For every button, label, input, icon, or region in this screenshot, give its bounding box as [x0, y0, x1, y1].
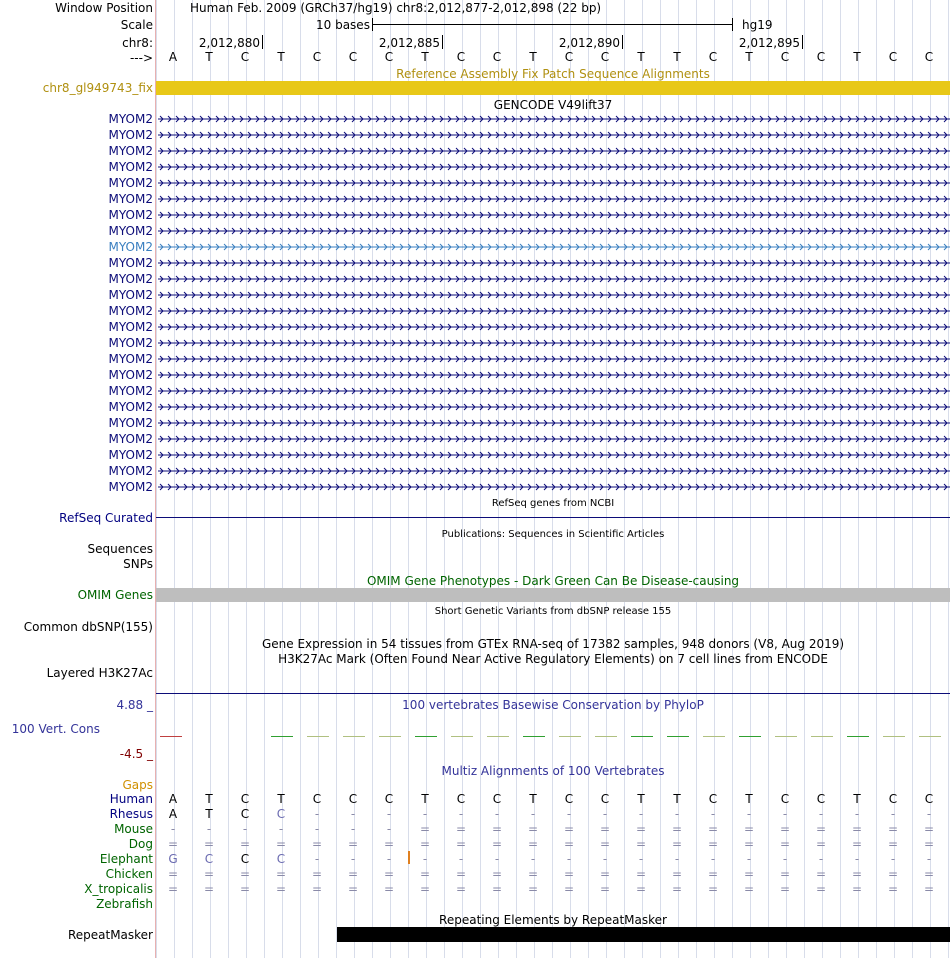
- gencode-gene-label[interactable]: MYOM2: [108, 176, 153, 190]
- ruler-position-label: 2,012,880: [198, 36, 260, 50]
- multiz-base: =: [635, 882, 647, 896]
- gencode-gene-label[interactable]: MYOM2: [108, 320, 153, 334]
- multiz-base: =: [527, 837, 539, 851]
- multiz-base: -: [926, 852, 932, 866]
- multiz-base: =: [887, 837, 899, 851]
- multiz-base: C: [888, 792, 898, 806]
- multiz-base: -: [674, 807, 680, 821]
- multiz-base: -: [530, 807, 536, 821]
- sequence-base: T: [421, 50, 429, 64]
- multiz-base: =: [635, 867, 647, 881]
- sequence-base: C: [492, 50, 502, 64]
- multiz-base: =: [815, 837, 827, 851]
- multiz-base: =: [743, 837, 755, 851]
- phylop-title[interactable]: 100 vertebrates Basewise Conservation by PhyloP: [402, 698, 704, 712]
- phylop-score-mark: [667, 736, 689, 737]
- gencode-gene-label[interactable]: MYOM2: [108, 368, 153, 382]
- h3k27ac-label[interactable]: Layered H3K27Ac: [46, 666, 153, 680]
- multiz-base: -: [422, 807, 428, 821]
- multiz-base: G: [168, 852, 178, 866]
- multiz-base: -: [458, 852, 464, 866]
- ruler-position-label: 2,012,885: [378, 36, 440, 50]
- sequence-base: T: [637, 50, 645, 64]
- multiz-base: -: [422, 852, 428, 866]
- multiz-base: T: [673, 792, 681, 806]
- multiz-base: =: [455, 867, 467, 881]
- phylop-score-mark: [883, 736, 905, 737]
- multiz-base: -: [278, 822, 284, 836]
- multiz-species-label[interactable]: Human: [109, 792, 153, 806]
- multiz-species-label[interactable]: Elephant: [99, 852, 153, 866]
- publications-sequences-label[interactable]: Sequences: [87, 542, 153, 556]
- sequence-base: C: [888, 50, 898, 64]
- multiz-base: T: [529, 792, 537, 806]
- multiz-base: -: [350, 822, 356, 836]
- gencode-gene-label[interactable]: MYOM2: [108, 480, 153, 494]
- multiz-base: T: [745, 792, 753, 806]
- sequence-base: C: [780, 50, 790, 64]
- multiz-base: =: [203, 882, 215, 896]
- multiz-base: =: [887, 867, 899, 881]
- sequence-base: T: [529, 50, 537, 64]
- multiz-base: C: [708, 792, 718, 806]
- phylop-score-mark: [919, 736, 941, 737]
- multiz-base: =: [851, 867, 863, 881]
- multiz-base: =: [527, 882, 539, 896]
- multiz-base: -: [314, 852, 320, 866]
- multiz-base: C: [564, 792, 574, 806]
- multiz-base: =: [563, 822, 575, 836]
- multiz-base: =: [815, 867, 827, 881]
- multiz-base: -: [242, 822, 248, 836]
- multiz-base: -: [386, 822, 392, 836]
- sequence-base: C: [924, 50, 934, 64]
- multiz-base: -: [314, 807, 320, 821]
- gencode-gene-label[interactable]: MYOM2: [108, 160, 153, 174]
- multiz-species-label[interactable]: Rhesus: [109, 807, 153, 821]
- multiz-base: =: [491, 822, 503, 836]
- multiz-base: C: [816, 792, 826, 806]
- multiz-base: -: [710, 852, 716, 866]
- gencode-gene-label[interactable]: MYOM2: [108, 352, 153, 366]
- multiz-base: =: [563, 882, 575, 896]
- phylop-label[interactable]: 100 Vert. Cons: [11, 722, 100, 736]
- multiz-species-label[interactable]: Mouse: [114, 822, 153, 836]
- phylop-score-mark: [811, 736, 833, 737]
- multiz-base: =: [635, 822, 647, 836]
- gencode-gene-label[interactable]: MYOM2: [108, 240, 153, 254]
- multiz-base: =: [851, 837, 863, 851]
- multiz-base: =: [455, 882, 467, 896]
- multiz-base: =: [923, 882, 935, 896]
- multiz-title[interactable]: Multiz Alignments of 100 Vertebrates: [441, 764, 665, 778]
- multiz-base: =: [599, 867, 611, 881]
- sequence-base: T: [745, 50, 753, 64]
- chrom-label: chr8:: [122, 36, 153, 50]
- refseq-label[interactable]: RefSeq Curated: [59, 511, 153, 525]
- repeatmasker-title[interactable]: Repeating Elements by RepeatMasker: [439, 913, 667, 927]
- multiz-base: T: [205, 807, 213, 821]
- sequence-base: C: [564, 50, 574, 64]
- gencode-gene-label[interactable]: MYOM2: [108, 288, 153, 302]
- multiz-base: T: [277, 792, 285, 806]
- multiz-base: =: [203, 837, 215, 851]
- multiz-base: =: [419, 837, 431, 851]
- scale-label: Scale: [120, 18, 153, 32]
- multiz-base: -: [926, 807, 932, 821]
- multiz-base: -: [818, 852, 824, 866]
- multiz-base: =: [851, 822, 863, 836]
- h3k27ac-baseline: [156, 693, 950, 694]
- multiz-base: -: [314, 822, 320, 836]
- phylop-score-mark: [739, 736, 761, 737]
- multiz-base: =: [815, 822, 827, 836]
- multiz-base: C: [492, 792, 502, 806]
- multiz-base: =: [671, 882, 683, 896]
- multiz-base: -: [854, 852, 860, 866]
- multiz-base: -: [818, 807, 824, 821]
- multiz-base: =: [887, 822, 899, 836]
- gencode-gene-label[interactable]: MYOM2: [108, 432, 153, 446]
- gencode-gene-label[interactable]: MYOM2: [108, 304, 153, 318]
- multiz-base: =: [275, 882, 287, 896]
- publications-title[interactable]: Publications: Sequences in Scientific Articles: [441, 529, 665, 540]
- refseq-line[interactable]: [156, 517, 950, 518]
- phylop-score-mark: [487, 736, 509, 737]
- multiz-base: -: [854, 807, 860, 821]
- multiz-base: =: [383, 882, 395, 896]
- multiz-base: -: [350, 807, 356, 821]
- gencode-gene-label[interactable]: MYOM2: [108, 128, 153, 142]
- multiz-base: =: [383, 837, 395, 851]
- multiz-base: =: [563, 867, 575, 881]
- multiz-base: =: [419, 882, 431, 896]
- multiz-base: -: [494, 852, 500, 866]
- dbsnp-label[interactable]: Common dbSNP(155): [23, 620, 153, 634]
- multiz-base: =: [815, 882, 827, 896]
- phylop-score-mark: [631, 736, 653, 737]
- multiz-base: -: [530, 852, 536, 866]
- phylop-score-mark: [559, 736, 581, 737]
- multiz-base: C: [204, 852, 214, 866]
- multiz-base: =: [383, 867, 395, 881]
- multiz-base: -: [386, 807, 392, 821]
- ruler-position-label: 2,012,890: [558, 36, 620, 50]
- multiz-base: =: [923, 867, 935, 881]
- sequence-base: C: [384, 50, 394, 64]
- omim-bar[interactable]: [156, 588, 950, 602]
- multiz-base: -: [458, 807, 464, 821]
- repeatmasker-label[interactable]: RepeatMasker: [67, 928, 153, 942]
- sequence-base: T: [205, 50, 213, 64]
- sequence-base: C: [456, 50, 466, 64]
- multiz-base: A: [168, 792, 178, 806]
- refseq-title[interactable]: RefSeq genes from NCBI: [491, 498, 615, 509]
- multiz-gaps-label[interactable]: Gaps: [122, 778, 153, 792]
- multiz-base: =: [167, 837, 179, 851]
- multiz-base: =: [743, 882, 755, 896]
- multiz-base: =: [239, 882, 251, 896]
- multiz-base: =: [635, 837, 647, 851]
- omim-title[interactable]: OMIM Gene Phenotypes - Dark Green Can Be Disease-causing: [366, 574, 740, 588]
- gencode-gene-label[interactable]: MYOM2: [108, 272, 153, 286]
- gencode-gene-label[interactable]: MYOM2: [108, 416, 153, 430]
- publications-snps-label[interactable]: SNPs: [123, 557, 153, 571]
- h3k27ac-title[interactable]: H3K27Ac Mark (Often Found Near Active Regulatory Elements) on 7 cell lines from ENCODE: [278, 652, 828, 666]
- multiz-base: =: [491, 867, 503, 881]
- multiz-base: C: [276, 807, 286, 821]
- scale-db: hg19: [742, 18, 773, 32]
- multiz-base: T: [853, 792, 861, 806]
- phylop-score-mark: [379, 736, 401, 737]
- multiz-base: =: [599, 837, 611, 851]
- sequence-base: T: [277, 50, 285, 64]
- multiz-base: =: [527, 822, 539, 836]
- multiz-base: =: [491, 882, 503, 896]
- multiz-insertion-mark: [408, 851, 410, 864]
- gencode-title[interactable]: GENCODE V49lift37: [493, 98, 613, 112]
- phylop-score-mark: [307, 736, 329, 737]
- multiz-base: T: [637, 792, 645, 806]
- phylop-score-mark: [271, 736, 293, 737]
- multiz-species-label[interactable]: X_tropicalis: [84, 882, 153, 896]
- multiz-base: =: [671, 837, 683, 851]
- multiz-base: C: [456, 792, 466, 806]
- multiz-base: -: [890, 852, 896, 866]
- multiz-base: =: [671, 822, 683, 836]
- repeatmasker-block[interactable]: [337, 927, 950, 942]
- multiz-base: =: [887, 882, 899, 896]
- phylop-score-mark: [775, 736, 797, 737]
- multiz-species-label[interactable]: Zebrafish: [96, 897, 153, 911]
- multiz-base: =: [491, 837, 503, 851]
- multiz-base: -: [566, 852, 572, 866]
- multiz-base: =: [743, 867, 755, 881]
- multiz-base: =: [671, 867, 683, 881]
- multiz-base: C: [384, 792, 394, 806]
- phylop-score-mark: [703, 736, 725, 737]
- multiz-base: =: [743, 822, 755, 836]
- multiz-base: =: [779, 822, 791, 836]
- sequence-base: T: [853, 50, 861, 64]
- multiz-base: A: [168, 807, 178, 821]
- multiz-base: =: [419, 867, 431, 881]
- sequence-base: A: [168, 50, 178, 64]
- multiz-base: C: [240, 792, 250, 806]
- multiz-base: =: [599, 822, 611, 836]
- multiz-base: -: [386, 852, 392, 866]
- gencode-gene-label[interactable]: MYOM2: [108, 400, 153, 414]
- multiz-base: =: [707, 837, 719, 851]
- phylop-score-mark: [343, 736, 365, 737]
- multiz-base: =: [455, 837, 467, 851]
- multiz-base: =: [347, 867, 359, 881]
- phylop-score-mark: [847, 736, 869, 737]
- multiz-base: =: [275, 837, 287, 851]
- multiz-base: =: [707, 867, 719, 881]
- fix-patch-label[interactable]: chr8_gl949743_fix: [42, 81, 153, 95]
- phylop-score-mark: [523, 736, 545, 737]
- multiz-base: -: [602, 852, 608, 866]
- multiz-base: C: [780, 792, 790, 806]
- multiz-base: =: [311, 867, 323, 881]
- sequence-base: C: [708, 50, 718, 64]
- multiz-base: -: [746, 852, 752, 866]
- multiz-base: -: [566, 807, 572, 821]
- multiz-base: -: [710, 807, 716, 821]
- multiz-base: C: [276, 852, 286, 866]
- multiz-base: =: [167, 882, 179, 896]
- multiz-base: =: [275, 867, 287, 881]
- multiz-base: =: [167, 867, 179, 881]
- gencode-gene-label[interactable]: MYOM2: [108, 464, 153, 478]
- multiz-base: C: [924, 792, 934, 806]
- sequence-base: C: [312, 50, 322, 64]
- multiz-base: =: [851, 882, 863, 896]
- sequence-base: C: [240, 50, 250, 64]
- gencode-gene-label[interactable]: MYOM2: [108, 336, 153, 350]
- multiz-base: =: [239, 867, 251, 881]
- multiz-base: =: [347, 837, 359, 851]
- multiz-base: -: [170, 822, 176, 836]
- multiz-base: -: [746, 807, 752, 821]
- phylop-min-label: -4.5 _: [119, 747, 153, 761]
- multiz-base: -: [674, 852, 680, 866]
- multiz-base: -: [782, 807, 788, 821]
- scale-text: 10 bases: [316, 18, 370, 32]
- fix-patch-title[interactable]: Reference Assembly Fix Patch Sequence Alignments: [396, 67, 710, 81]
- omim-label[interactable]: OMIM Genes: [77, 588, 153, 602]
- gencode-gene-label[interactable]: MYOM2: [108, 144, 153, 158]
- multiz-base: -: [890, 807, 896, 821]
- multiz-base: =: [707, 822, 719, 836]
- phylop-score-mark: [451, 736, 473, 737]
- dbsnp-title[interactable]: Short Genetic Variants from dbSNP release 155: [434, 606, 672, 617]
- sequence-base: C: [600, 50, 610, 64]
- multiz-base: =: [203, 867, 215, 881]
- assembly-position-text: Human Feb. 2009 (GRCh37/hg19) chr8:2,012,877-2,012,898 (22 bp): [190, 1, 602, 15]
- multiz-base: =: [419, 822, 431, 836]
- multiz-base: =: [527, 867, 539, 881]
- multiz-base: -: [602, 807, 608, 821]
- multiz-base: =: [779, 882, 791, 896]
- multiz-base: C: [312, 792, 322, 806]
- multiz-base: -: [494, 807, 500, 821]
- sequence-base: C: [348, 50, 358, 64]
- multiz-base: -: [638, 807, 644, 821]
- multiz-base: T: [205, 792, 213, 806]
- multiz-base: C: [348, 792, 358, 806]
- multiz-base: -: [782, 852, 788, 866]
- multiz-species-label[interactable]: Chicken: [105, 867, 153, 881]
- multiz-base: T: [421, 792, 429, 806]
- multiz-base: =: [311, 882, 323, 896]
- phylop-score-mark: [595, 736, 617, 737]
- sequence-base: C: [816, 50, 826, 64]
- gencode-gene-label[interactable]: MYOM2: [108, 224, 153, 238]
- multiz-base: -: [638, 852, 644, 866]
- strand-label: --->: [129, 51, 153, 65]
- gencode-gene-label[interactable]: MYOM2: [108, 112, 153, 126]
- phylop-score-mark: [160, 736, 182, 737]
- multiz-base: =: [311, 837, 323, 851]
- multiz-base: =: [923, 822, 935, 836]
- multiz-base: -: [206, 822, 212, 836]
- multiz-base: =: [599, 882, 611, 896]
- multiz-species-label[interactable]: Dog: [128, 837, 153, 851]
- gencode-gene-label[interactable]: MYOM2: [108, 256, 153, 270]
- gencode-gene-label[interactable]: MYOM2: [108, 192, 153, 206]
- multiz-base: =: [239, 837, 251, 851]
- gencode-gene-label[interactable]: MYOM2: [108, 208, 153, 222]
- multiz-base: =: [779, 837, 791, 851]
- multiz-base: -: [350, 852, 356, 866]
- multiz-base: C: [240, 807, 250, 821]
- multiz-base: =: [563, 837, 575, 851]
- phylop-score-mark: [415, 736, 437, 737]
- gencode-gene-label[interactable]: MYOM2: [108, 448, 153, 462]
- multiz-base: =: [707, 882, 719, 896]
- window-position-label: Window Position: [55, 1, 153, 15]
- phylop-max-label: 4.88 _: [116, 698, 153, 712]
- multiz-base: C: [240, 852, 250, 866]
- multiz-base: =: [455, 822, 467, 836]
- multiz-base: =: [923, 837, 935, 851]
- ruler-position-label: 2,012,895: [738, 36, 800, 50]
- gencode-gene-label[interactable]: MYOM2: [108, 384, 153, 398]
- sequence-base: T: [673, 50, 681, 64]
- gtex-title[interactable]: Gene Expression in 54 tissues from GTEx RNA-seq of 17382 samples, 948 donors (V8, Aug 2019): [261, 637, 845, 651]
- multiz-base: =: [347, 882, 359, 896]
- multiz-base: =: [779, 867, 791, 881]
- multiz-base: C: [600, 792, 610, 806]
